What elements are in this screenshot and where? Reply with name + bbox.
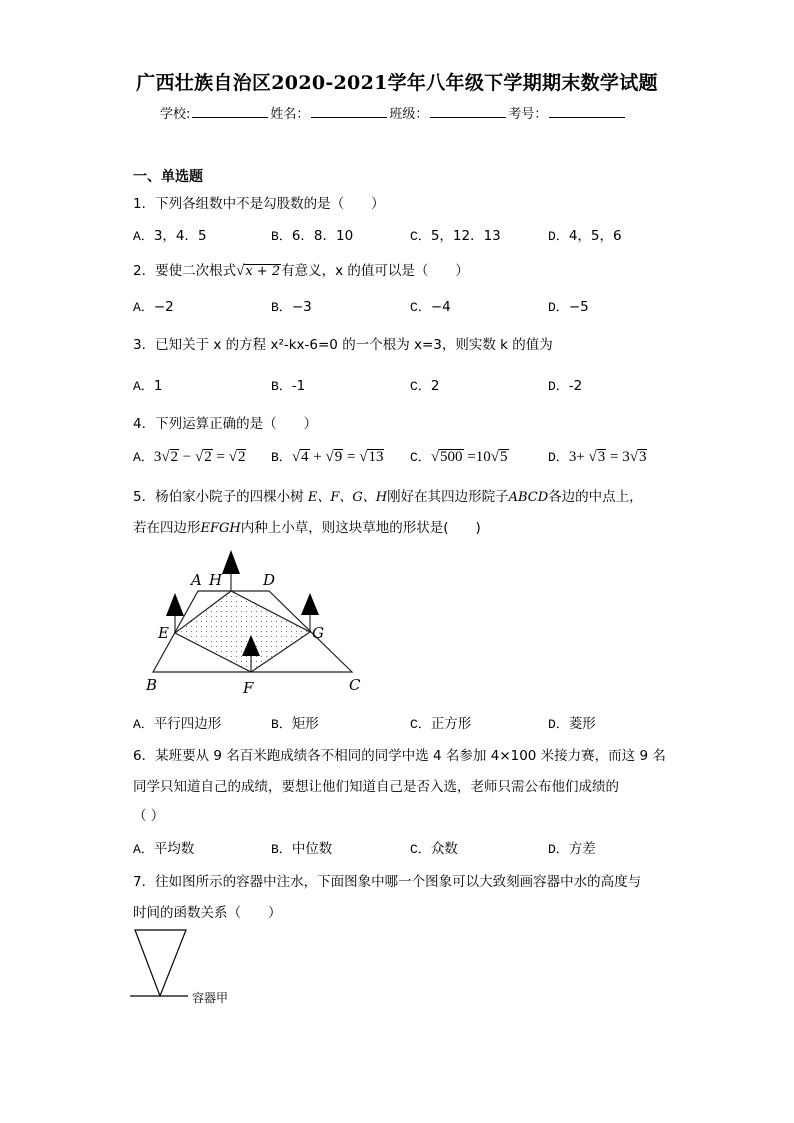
name-label: 姓名： (270, 107, 310, 122)
vertex-label-e: E (158, 624, 169, 642)
student-info-row (160, 103, 627, 122)
option-label: A． (133, 379, 154, 394)
container-caption: 容器甲 (192, 991, 229, 1005)
option-label: D． (548, 450, 569, 465)
trapezoid-figure (130, 545, 380, 700)
exam-number-blank (549, 105, 625, 118)
option-label: C． (410, 229, 431, 244)
school-blank (192, 105, 268, 118)
option-label: D． (548, 379, 569, 394)
variable-names: E、F、G、H (307, 490, 388, 505)
question-6-line-3: （ ） (133, 808, 165, 824)
option-text: 4，5，6 (568, 228, 622, 244)
inverted-cone-container-icon (130, 925, 190, 1000)
sqrt-sign: √ (236, 263, 245, 279)
class-label: 班级： (389, 107, 429, 122)
q6-option-c (410, 837, 458, 857)
option-text: -2 (568, 378, 583, 394)
question-number: 3． (133, 337, 156, 353)
option-label: A． (133, 717, 154, 732)
question-number: 2． (133, 263, 156, 279)
option-label: B． (271, 300, 292, 315)
option-label: B． (271, 229, 292, 244)
question-text: 刚好在其四边形院子 (387, 489, 509, 505)
q5-option-a (133, 712, 221, 732)
operator: = (343, 449, 360, 465)
radicand: x + 2 (245, 264, 281, 279)
q6-option-d (548, 837, 596, 857)
grass-area (175, 591, 310, 672)
question-5-line-1 (133, 485, 643, 505)
q3-option-a (133, 375, 162, 394)
q5-option-c (410, 712, 471, 732)
option-label: D． (548, 229, 569, 244)
option-text: 菱形 (568, 716, 596, 732)
q4-option-a (133, 446, 246, 466)
question-text: 已知关于 x 的方程 x²-kx-6=0 的一个根为 x=3，则实数 k 的值为 (155, 337, 553, 353)
radicand: 9 (334, 449, 343, 465)
option-text: 6．8．10 (291, 228, 354, 244)
operator: = 3 (606, 449, 630, 465)
option-label: B． (271, 379, 292, 394)
option-label: A． (133, 450, 154, 465)
option-label: C． (410, 842, 431, 857)
option-text: 平行四边形 (153, 716, 222, 732)
vertex-label-a: A (191, 571, 202, 589)
exam-number-label: 考号： (508, 107, 548, 122)
radicand: 2 (237, 449, 246, 465)
question-text: 下列各组数中不是勾股数的是（ ） (155, 196, 385, 212)
q2-option-a (133, 296, 174, 315)
q4-option-b (271, 446, 384, 466)
math-expression: √500 =10√5 (430, 449, 508, 465)
school-label: 学校: (160, 107, 191, 122)
question-text: 内种上小草，则这块草地的形状是( ) (240, 520, 481, 536)
q5-option-d (548, 712, 596, 732)
option-label: A． (133, 300, 154, 315)
question-6-line-2: 同学只知道自己的成绩，要想让他们知道自己是否入选，老师只需公布他们成绩的 (133, 779, 619, 795)
option-text: 5，12．13 (430, 228, 501, 244)
question-5-line-2 (133, 516, 481, 536)
option-text: 1 (153, 378, 163, 394)
option-text: 方差 (568, 841, 596, 857)
question-number: 6． (133, 748, 156, 764)
q1-option-a (133, 224, 207, 244)
variable-names: EFGH (200, 521, 241, 536)
q6-option-b (271, 837, 332, 857)
radicand: 2 (204, 449, 212, 465)
option-label: B． (271, 842, 292, 857)
option-text: 3，4．5 (153, 228, 207, 244)
name-blank (311, 105, 387, 118)
option-label: B． (271, 717, 292, 732)
q2-option-d (548, 296, 589, 315)
q6-option-a (133, 837, 194, 857)
math-expression: 3√2 − √2 = √2 (153, 449, 246, 465)
option-text: 众数 (430, 841, 458, 857)
option-label: A． (133, 229, 154, 244)
question-2 (133, 259, 469, 280)
q5-option-b (271, 712, 319, 732)
question-text: 某班要从 9 名百米跑成绩各不相同的同学中选 4 名参加 4×100 米接力赛，而这 9 名 (155, 748, 666, 764)
option-text: 中位数 (291, 841, 333, 857)
q1-option-d (548, 224, 622, 244)
option-label: C． (410, 450, 431, 465)
option-text: −3 (291, 299, 312, 315)
question-text: 下列运算正确的是（ ） (155, 416, 318, 432)
question-number: 5． (133, 489, 156, 505)
question-number: 7． (133, 874, 156, 890)
math-expression: √4 + √9 = √13 (291, 449, 384, 465)
question-7-line-1 (133, 870, 641, 890)
operator: =10 (463, 449, 491, 465)
option-label: B． (271, 450, 292, 465)
operator: = (212, 449, 229, 465)
tree-icon (222, 550, 240, 591)
q2-option-b (271, 296, 312, 315)
question-text: 杨伯家小院子的四棵小树 (155, 489, 308, 505)
question-6-line-1 (133, 744, 666, 764)
q3-option-d (548, 375, 582, 394)
math-expression: 3+ √3 = 3√3 (568, 449, 647, 465)
option-text: −2 (153, 299, 174, 315)
option-label: D． (548, 300, 569, 315)
option-label: A． (133, 842, 154, 857)
section-title: 一、单选题 (133, 169, 203, 185)
option-text: -1 (291, 378, 306, 394)
vertex-label-d: D (263, 571, 276, 589)
q1-option-b (271, 224, 353, 244)
question-number: 1． (133, 196, 156, 212)
q2-option-c (410, 296, 451, 315)
question-3 (133, 333, 553, 353)
question-text: 各边的中点上， (548, 489, 643, 505)
option-text: 平均数 (153, 841, 195, 857)
radicand: 3 (638, 449, 647, 465)
vertex-label-f: F (243, 679, 254, 697)
radicand: 500 (440, 449, 463, 465)
operator: + (309, 449, 326, 465)
question-4 (133, 412, 317, 432)
option-text: 矩形 (291, 716, 319, 732)
question-7-line-2: 时间的函数关系（ ） (133, 905, 282, 921)
option-text: 2 (430, 378, 440, 394)
option-label: D． (548, 717, 569, 732)
option-label: C． (410, 379, 431, 394)
option-text: −4 (430, 299, 451, 315)
option-text: 正方形 (430, 716, 472, 732)
vertex-label-c: C (349, 676, 361, 694)
option-text: −5 (568, 299, 589, 315)
radicand: 5 (500, 449, 508, 465)
vertex-label-b: B (146, 676, 158, 694)
q4-option-c (410, 446, 509, 466)
question-text: 有意义，x 的值可以是（ ） (281, 263, 469, 279)
radicand: 4 (301, 449, 309, 465)
question-text: 要使二次根式 (155, 263, 237, 279)
radicand: 3 (597, 449, 606, 465)
question-number: 4． (133, 416, 156, 432)
q4-option-d (548, 446, 647, 466)
class-blank (430, 105, 506, 118)
operator: − (179, 449, 196, 465)
q1-option-c (410, 224, 501, 244)
question-text: 往如图所示的容器中注水，下面图象中哪一个图象可以大致刻画容器中水的高度与 (155, 874, 642, 890)
exam-title: 广西壮族自治区2020-2021学年八年级下学期期末数学试题 (136, 72, 658, 94)
vertex-label-h: H (209, 571, 223, 589)
option-label: D． (548, 842, 569, 857)
question-1 (133, 192, 385, 212)
coefficient: 3 (153, 449, 162, 465)
option-label: C． (410, 717, 431, 732)
q3-option-b (271, 375, 305, 394)
variable-names: ABCD (508, 490, 549, 505)
question-text: 若在四边形 (133, 520, 201, 536)
operand: 3+ (568, 449, 589, 465)
radicand: 2 (170, 449, 179, 465)
q3-option-c (410, 375, 439, 394)
radicand: 13 (368, 449, 384, 465)
vertex-label-g: G (312, 624, 324, 642)
option-label: C． (410, 300, 431, 315)
